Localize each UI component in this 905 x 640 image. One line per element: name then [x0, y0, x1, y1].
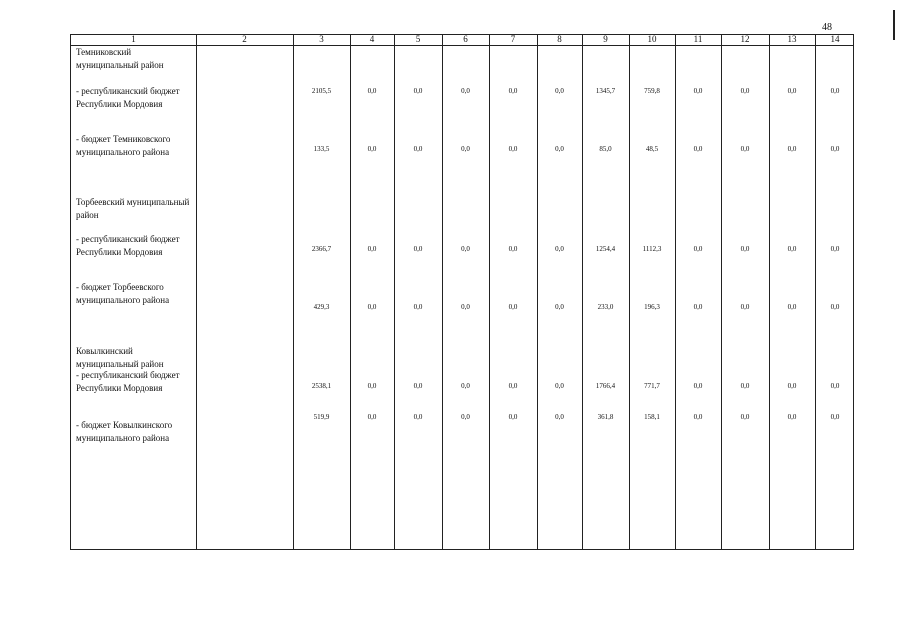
table-cell: 0,0	[693, 303, 703, 311]
table-cell: 759,8	[644, 87, 660, 95]
column-divider	[721, 35, 722, 549]
table-cell: 0,0	[555, 413, 564, 421]
table-cell: 0,0	[367, 245, 377, 253]
table-cell: 233,0	[597, 303, 614, 311]
table-cell: 0,0	[413, 382, 423, 390]
column-header: 6	[463, 34, 468, 44]
row-label: - республиканский бюджет Республики Мордовия	[76, 234, 180, 257]
table-cell: 0,0	[367, 145, 377, 153]
table-cell: 0,0	[787, 145, 797, 153]
table-cell: 0,0	[787, 87, 797, 95]
table-cell: 0,0	[555, 245, 564, 253]
column-header: 11	[693, 34, 703, 44]
column-divider	[629, 35, 630, 549]
table-cell: 0,0	[555, 303, 564, 311]
table-cell: 0,0	[413, 413, 423, 421]
table-cell: 0,0	[693, 87, 703, 95]
column-divider	[769, 35, 770, 549]
table-cell: 0,0	[830, 245, 840, 253]
column-header: 8	[557, 34, 562, 44]
budget-table	[70, 34, 854, 550]
column-divider	[293, 35, 294, 549]
column-header: 9	[603, 34, 608, 44]
column-divider	[489, 35, 490, 549]
table-cell: 0,0	[508, 145, 518, 153]
table-cell: 0,0	[367, 303, 377, 311]
table-cell: 0,0	[555, 382, 564, 390]
table-cell: 1345,7	[595, 87, 616, 95]
column-divider	[815, 35, 816, 549]
table-cell: 0,0	[740, 87, 750, 95]
table-cell: 0,0	[830, 413, 840, 421]
column-divider	[675, 35, 676, 549]
table-cell: 0,0	[413, 145, 423, 153]
table-cell: 0,0	[508, 382, 518, 390]
column-header: 2	[242, 34, 247, 44]
table-cell: 0,0	[740, 303, 750, 311]
table-cell: 0,0	[830, 382, 840, 390]
table-cell: 0,0	[508, 87, 518, 95]
table-cell: 0,0	[413, 303, 423, 311]
column-divider	[350, 35, 351, 549]
table-cell: 0,0	[508, 245, 518, 253]
table-cell: 0,0	[461, 303, 470, 311]
page-number: 48	[822, 22, 832, 33]
table-cell: 0,0	[555, 87, 564, 95]
table-cell: 0,0	[787, 413, 797, 421]
column-header: 3	[319, 34, 324, 44]
table-cell: 0,0	[461, 413, 470, 421]
table-cell: 0,0	[693, 413, 703, 421]
table-cell: 2366,7	[311, 245, 332, 253]
table-cell: 1766,4	[595, 382, 616, 390]
row-label: - республиканский бюджет Республики Мордовия	[76, 370, 180, 393]
table-cell: 0,0	[693, 245, 703, 253]
row-label: - бюджет Торбеевского муниципального района	[76, 282, 170, 305]
table-cell: 1254,4	[595, 245, 616, 253]
table-cell: 85,0	[599, 145, 612, 153]
table-cell: 0,0	[830, 87, 840, 95]
table-cell: 0,0	[367, 87, 377, 95]
row-label: - бюджет Темниковского муниципального района	[76, 134, 171, 157]
column-divider	[196, 35, 197, 549]
column-header: 4	[369, 34, 375, 44]
table-cell: 0,0	[413, 87, 423, 95]
row-label: Ковылкинский муниципальный район	[76, 346, 164, 369]
column-header: 7	[510, 34, 516, 44]
column-header: 13	[787, 34, 797, 44]
column-header: 5	[415, 34, 421, 44]
table-cell: 0,0	[508, 413, 518, 421]
table-cell: 361,8	[597, 413, 614, 421]
table-cell: 0,0	[830, 303, 840, 311]
table-cell: 0,0	[367, 413, 377, 421]
table-cell: 771,7	[644, 382, 660, 390]
column-divider	[394, 35, 395, 549]
table-cell: 1112,3	[642, 245, 662, 253]
table-cell: 0,0	[740, 245, 750, 253]
table-cell: 0,0	[787, 382, 797, 390]
column-divider	[582, 35, 583, 549]
table-cell: 133,5	[313, 145, 330, 153]
table-cell: 2538,1	[311, 382, 332, 390]
column-divider	[442, 35, 443, 549]
table-cell: 2105,5	[311, 87, 332, 95]
table-cell: 0,0	[787, 303, 797, 311]
table-cell: 0,0	[461, 145, 470, 153]
table-cell: 0,0	[367, 382, 377, 390]
row-label: - бюджет Ковылкинского муниципального района	[76, 420, 173, 443]
row-label: Торбеевский муниципальный район	[76, 197, 190, 220]
table-cell: 0,0	[461, 87, 470, 95]
table-cell: 0,0	[787, 245, 797, 253]
column-header: 14	[830, 34, 840, 44]
table-cell: 48,5	[645, 145, 659, 153]
column-header: 1	[131, 34, 136, 44]
row-label: - республиканский бюджет Республики Мордовия	[76, 86, 180, 109]
column-header: 10	[647, 34, 657, 44]
column-divider	[537, 35, 538, 549]
table-cell: 0,0	[740, 382, 750, 390]
table-cell: 0,0	[461, 382, 470, 390]
table-cell: 0,0	[508, 303, 518, 311]
table-cell: 429,3	[313, 303, 330, 311]
margin-mark	[893, 10, 895, 40]
table-cell: 0,0	[413, 245, 423, 253]
column-header: 12	[740, 34, 750, 44]
table-cell: 0,0	[461, 245, 470, 253]
table-cell: 196,3	[644, 303, 660, 311]
table-cell: 158,1	[644, 413, 660, 421]
table-cell: 0,0	[740, 145, 750, 153]
table-cell: 0,0	[693, 145, 703, 153]
table-cell: 0,0	[740, 413, 750, 421]
table-cell: 0,0	[555, 145, 564, 153]
table-cell: 0,0	[830, 145, 840, 153]
table-cell: 519,9	[313, 413, 330, 421]
table-cell: 0,0	[693, 382, 703, 390]
row-label: Темниковский муниципальный район	[76, 47, 164, 70]
